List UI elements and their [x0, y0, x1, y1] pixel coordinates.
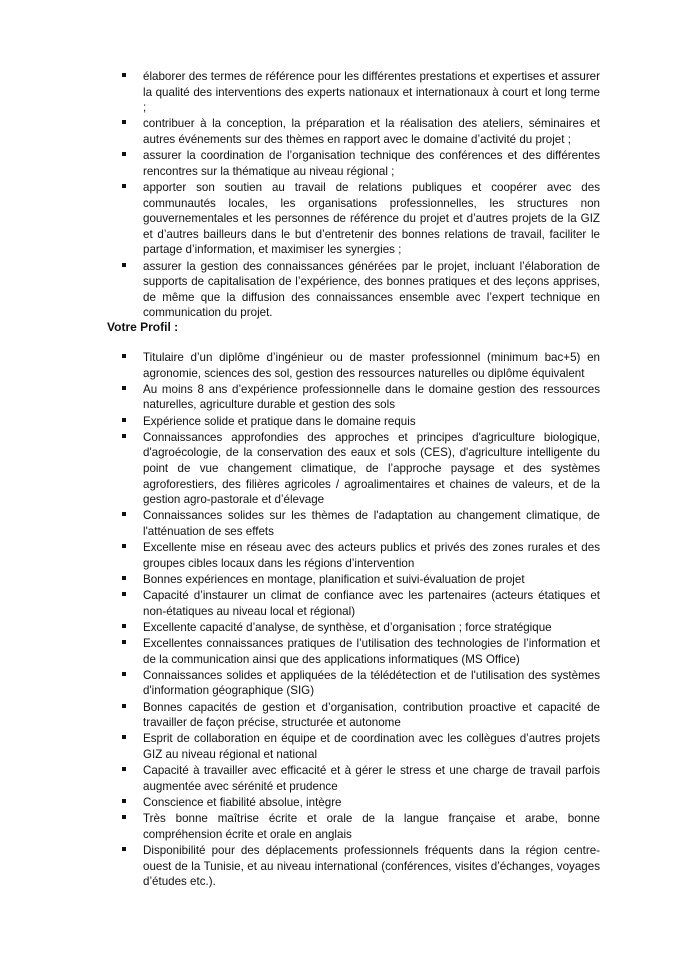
responsibility-item [117, 148, 600, 179]
list-item-text: Titulaire d’un diplôme d’ingénieur ou de master professionnel (minimum bac+5) en agronomie, sciences des sol, gestion des ressources naturelles ou diplôme équivalent [143, 351, 600, 380]
profile-item [117, 382, 600, 413]
profile-item [117, 636, 600, 667]
list-item-text: assurer la gestion des connaissances générées par le projet, incluant l’élaboration de supports de capitalisation de l’expérience, des bonnes pratiques et des leçons apprises, de même que la diffusion des connaissances ensemble avec l’expert technique en communication du projet. [143, 259, 600, 320]
profile-item [117, 763, 600, 794]
square-bullet-icon [122, 152, 126, 156]
square-bullet-icon [122, 735, 126, 739]
list-item-text: Bonnes capacités de gestion et d’organisation, contribution proactive et capacité de travailler de façon précise, structurée et autonome [143, 700, 600, 730]
list-item-text: contribuer à la conception, la préparation et la réalisation des ateliers, séminaires et autres événements sur des thèmes en rapport avec le domaine d’activité du projet ; [143, 117, 600, 146]
responsibility-item [117, 69, 600, 116]
responsibility-item [117, 180, 600, 258]
list-item-text: élaborer des termes de référence pour les différentes prestations et expertises et assurer la qualité des interventions des experts nationaux et internationaux à court et long terme ; [143, 70, 600, 115]
profile-item [117, 668, 600, 699]
list-item-text: apporter son soutien au travail de relations publiques et coopérer avec des communautés locales, les organisations professionnelles, les structures non gouvernementales et les personnes de référence du projet et d’autres projets de la GIZ et d’autres bailleurs dans le but d’entretenir des bonnes relations de travail, faciliter le partage d’information, et maximiser les synergies ; [143, 180, 600, 257]
square-bullet-icon [122, 592, 126, 596]
profile-item [117, 843, 600, 890]
square-bullet-icon [122, 847, 126, 851]
square-bullet-icon [122, 815, 126, 819]
profile-item [117, 731, 600, 762]
profile-item [117, 430, 600, 508]
list-item-text: assurer la coordination de l’organisation technique des conférences et des différentes rencontres sur la thématique au niveau régional ; [143, 149, 600, 178]
square-bullet-icon [122, 386, 126, 390]
square-bullet-icon [122, 576, 126, 580]
profile-item [117, 811, 600, 842]
profile-item [117, 414, 600, 430]
profile-item [117, 508, 600, 539]
square-bullet-icon [122, 672, 126, 676]
square-bullet-icon [122, 704, 126, 708]
square-bullet-icon [122, 434, 126, 438]
list-item-text: Bonnes expériences en montage, planification et suivi-évaluation de projet [143, 572, 525, 586]
list-item-text: Excellente mise en réseau avec des acteurs publics et privés des zones rurales et des groupes cibles locaux dans les régions d’intervention [143, 541, 600, 570]
profile-item [117, 572, 600, 588]
square-bullet-icon [122, 799, 126, 803]
square-bullet-icon [122, 354, 126, 358]
square-bullet-icon [122, 120, 126, 124]
list-item-text: Capacité à travailler avec efficacité et à gérer le stress et une charge de travail parfois augmentée avec sérénité et prudence [143, 764, 600, 793]
responsibility-item [117, 116, 600, 147]
profile-item [117, 540, 600, 571]
list-item-text: Très bonne maîtrise écrite et orale de la langue française et arabe, bonne compréhension écrite et orale en anglais [143, 812, 600, 841]
profile-list [117, 350, 600, 890]
square-bullet-icon [122, 263, 126, 267]
list-item-text: Capacité d’instaurer un climat de confiance avec les partenaires (acteurs étatiques et non-étatiques au niveau local et régional) [143, 589, 600, 618]
profile-item [117, 620, 600, 636]
list-item-text: Esprit de collaboration en équipe et de coordination avec les collègues d’autres projets GIZ au niveau régional et national [143, 732, 600, 761]
square-bullet-icon [122, 624, 126, 628]
responsibility-item [117, 259, 600, 321]
list-item-text: Excellente capacité d’analyse, de synthèse, et d’organisation ; force stratégique [143, 620, 552, 634]
list-item-text: Connaissances solides et appliquées de la télédétection et de l'utilisation des systèmes d'information géographique (SIG) [143, 668, 600, 698]
list-item-text: Conscience et fiabilité absolue, intègre [143, 795, 342, 809]
profile-item [117, 795, 600, 811]
list-item-text: Expérience solide et pratique dans le domaine requis [143, 414, 416, 428]
profile-heading: Votre Profil : [107, 320, 179, 334]
square-bullet-icon [122, 640, 126, 644]
list-item-text: Connaissances solides sur les thèmes de l'adaptation au changement climatique, de l'atténuation de ses effets [143, 509, 600, 538]
square-bullet-icon [122, 544, 126, 548]
square-bullet-icon [122, 184, 126, 188]
list-item-text: Excellentes connaissances pratiques de l’utilisation des technologies de l’information et de la communication ainsi que des applications informatiques (MS Office) [143, 637, 600, 666]
profile-item [117, 588, 600, 619]
square-bullet-icon [122, 73, 126, 77]
square-bullet-icon [122, 767, 126, 771]
profile-item [117, 700, 600, 731]
responsibilities-list [117, 69, 600, 321]
square-bullet-icon [122, 512, 126, 516]
list-item-text: Au moins 8 ans d’expérience professionnelle dans le domaine gestion des ressources naturelles, agriculture durable et gestion des sols [143, 382, 600, 412]
list-item-text: Connaissances approfondies des approches et principes d'agriculture biologique, d'agroécologie, de la conservation des eaux et sols (CES), d'agriculture intelligente du point de vue changement climatique, de l’approche paysage et des systèmes agroforestiers, des filières agricoles / agroalimentaires et chaines de valeurs, et de la gestion agro-pastorale et d’élevage [143, 430, 600, 507]
list-item-text: Disponibilité pour des déplacements professionnels fréquents dans la région centre-ouest de la Tunisie, et au niveau international (conférences, visites d’échanges, voyages d’études etc.). [143, 843, 600, 889]
profile-item [117, 350, 600, 381]
square-bullet-icon [122, 418, 126, 422]
